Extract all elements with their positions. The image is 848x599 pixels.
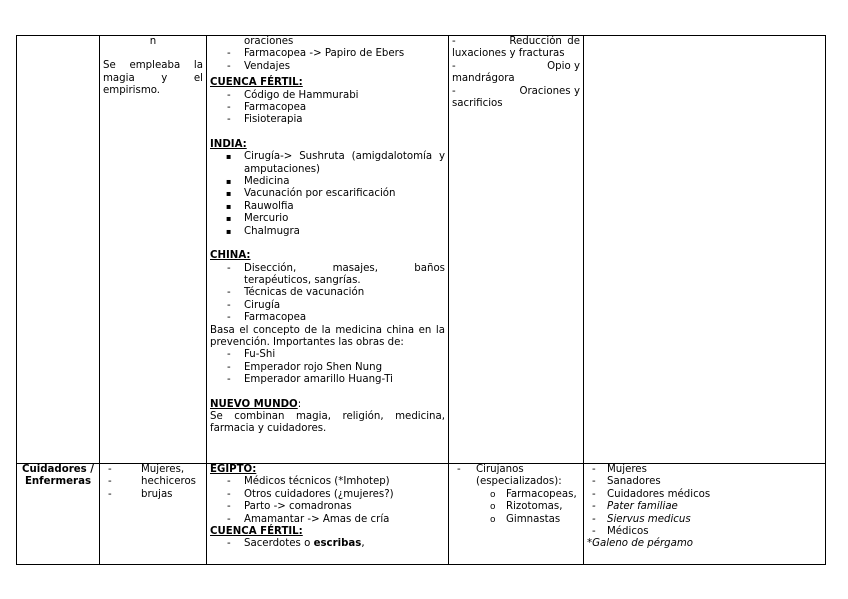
cuenca-heading: CUENCA FÉRTIL: (210, 77, 303, 89)
row2-col2 (100, 464, 207, 565)
list-item: - Mujeres, (103, 464, 203, 476)
table-row (17, 464, 826, 565)
list-item: - Médicos (587, 526, 822, 538)
india-heading: INDIA: (210, 138, 247, 150)
china-list (210, 263, 445, 325)
list-item: - Cirugía (210, 300, 445, 312)
row1-col1 (17, 36, 100, 464)
row1-col2-para: Se empleaba la magia y el empirismo. (103, 60, 203, 97)
list-item: - Código de Hammurabi (210, 90, 445, 102)
galeno-note: *Galeno de pérgamo (587, 538, 694, 550)
list-item: - Cirujanos (especializados): (452, 464, 580, 489)
list-item: - Fu-Shi (210, 349, 445, 361)
col4-sublist (452, 489, 580, 526)
list-item: - Vendajes (210, 61, 445, 73)
top-list (210, 36, 445, 73)
list-item: - Farmacopea (210, 312, 445, 324)
list-item: - Fisioterapia (210, 114, 445, 126)
cuenca-list (210, 90, 445, 127)
list-item: - brujas (103, 489, 203, 501)
list-item: ▪ Chalmugra (210, 226, 445, 238)
col4-item: - Reducción de luxaciones y fracturas (452, 36, 580, 60)
list-item: o Rizotomas, (452, 501, 580, 513)
nuevo-heading: NUEVO MUNDO (210, 398, 298, 410)
china-works-list (210, 349, 445, 386)
row1-col4 (449, 36, 584, 464)
nuevo-heading-line: NUEVO MUNDO: (210, 398, 302, 410)
list-item: ▪ Vacunación por escarificación (210, 188, 445, 200)
india-list (210, 151, 445, 238)
china-heading: CHINA: (210, 250, 251, 262)
cuenca-heading-2: CUENCA FÉRTIL: (210, 526, 303, 538)
list-item: - Emperador amarillo Huang-Ti (210, 374, 445, 386)
row2-col3 (207, 464, 449, 565)
col4-item: - Oraciones y sacrificios (452, 85, 580, 110)
col4-item: - Opio y mandrágora (452, 60, 580, 85)
list-item: - hechiceros (103, 476, 203, 488)
nuevo-para: Se combinan magia, religión, medicina, farmacia y cuidadores. (210, 410, 445, 435)
list-item: - Sacerdotes o escribas, (210, 538, 445, 550)
list-item: - Amamantar -> Amas de cría (210, 514, 445, 526)
list-item: - Siervus medicus (587, 514, 822, 526)
row1-col2 (100, 36, 207, 464)
row1-col5 (584, 36, 826, 464)
egipto-heading: EGIPTO: (210, 464, 257, 475)
list-item: - Farmacopea -> Papiro de Ebers (210, 48, 445, 60)
list-item: - Mujeres (587, 464, 822, 476)
list-item: ▪ Mercurio (210, 213, 445, 225)
list-item: - Parto -> comadronas (210, 501, 445, 513)
list-item: o Gimnastas (452, 514, 580, 526)
row1-col3 (207, 36, 449, 464)
list-item: - Disección, masajes, baños terapéuticos, sangrías. (210, 263, 445, 288)
list-item: - Emperador rojo Shen Nung (210, 362, 445, 374)
cuenca-list-2 (210, 538, 445, 550)
list-item: - Pater familiae (587, 501, 822, 513)
row2-label: Cuidadores / Enfermeras (17, 464, 100, 565)
china-para: Basa el concepto de la medicina china en la prevención. Importantes las obras de: (210, 324, 445, 348)
col2-list (103, 464, 203, 501)
row2-col5 (584, 464, 826, 565)
egipto-list (210, 476, 445, 526)
list-item: ▪ Medicina (210, 176, 445, 188)
list-item: - Médicos técnicos (*Imhotep) (210, 476, 445, 488)
row2-col4 (449, 464, 584, 565)
list-item: - Cuidadores médicos (587, 489, 822, 501)
list-item: - Farmacopea (210, 102, 445, 114)
list-item: - Sanadores (587, 476, 822, 488)
row1-col2-top: n (149, 36, 157, 47)
history-table (16, 35, 826, 565)
list-item: - Técnicas de vacunación (210, 287, 445, 299)
table-row (17, 36, 826, 464)
list-item: o Farmacopeas, (452, 489, 580, 501)
list-item: ▪ Rauwolfia (210, 201, 445, 213)
list-item: - Otros cuidadores (¿mujeres?) (210, 489, 445, 501)
list-item: ▪ Cirugía-> Sushruta (amigdalotomía y amputaciones) (210, 151, 445, 176)
list-item: oraciones (244, 36, 294, 47)
col4-lead-list (452, 464, 580, 489)
col5-list (587, 464, 822, 538)
